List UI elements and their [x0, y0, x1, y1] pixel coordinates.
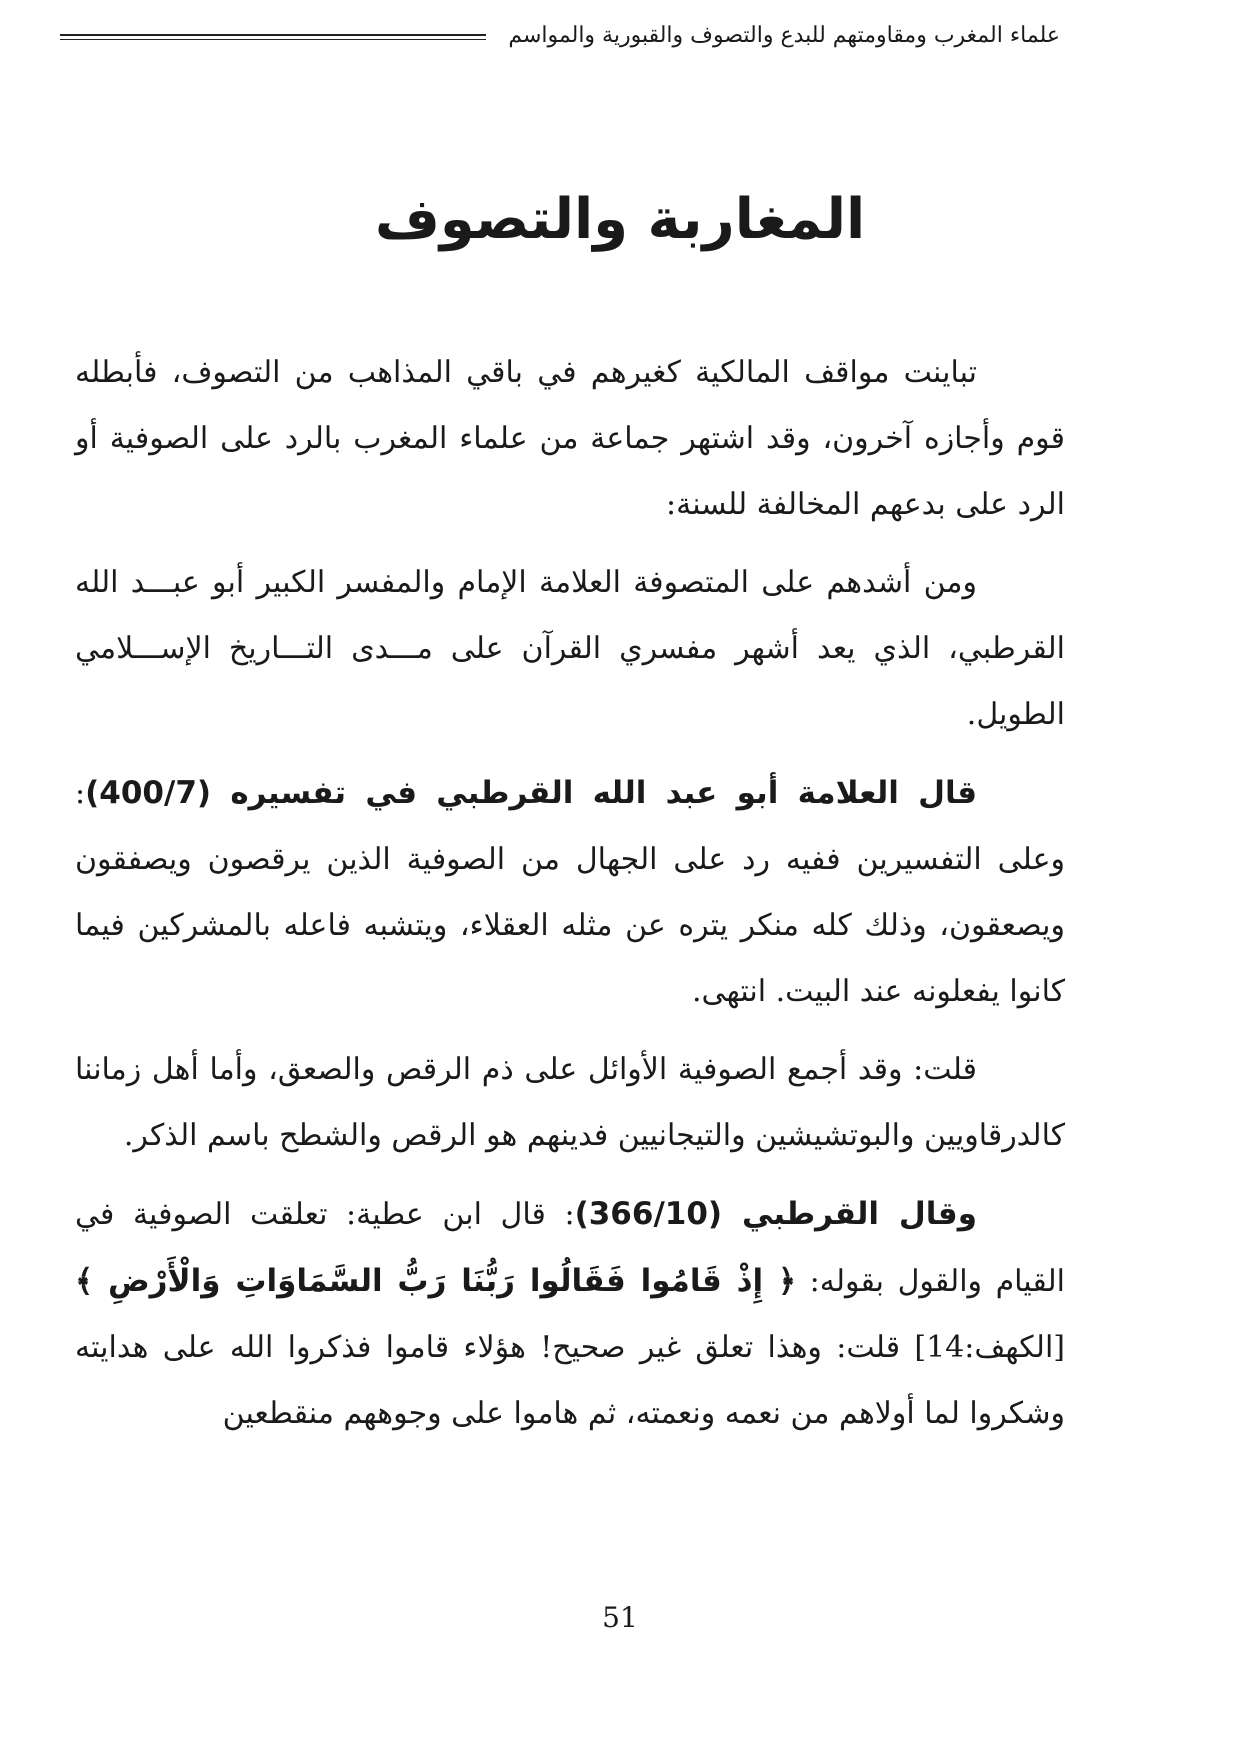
running-header-text: علماء المغرب ومقاومتهم للبدع والتصوف والقبورية والمواسم	[508, 23, 1060, 48]
paragraph-3	[75, 760, 1065, 1025]
paragraph-1: تباينت مواقف المالكية كغيرهم في باقي المذاهب من التصوف، فأبطله قوم وأجازه آخرون، وقد اشتهر جماعة من علماء المغرب بالرد على الصوفية أو الرد على بدعهم المخالفة للسنة:	[75, 355, 1065, 522]
page-number: 51	[602, 1601, 638, 1634]
chapter-title: المغاربة والتصوف	[374, 187, 866, 252]
paragraph-4: قلت: وقد أجمع الصوفية الأوائل على ذم الرقص والصعق، وأما أهل زماننا كالدرقاويين والبوتشيشين والتيجانيين فدينهم هو الرقص والشطح باسم الذكر.	[75, 1052, 1065, 1153]
paragraph-5	[75, 1181, 1065, 1447]
running-header	[60, 18, 1060, 58]
citation-heading: وقال القرطبي (366/10)	[574, 1196, 978, 1232]
header-rule	[60, 34, 486, 40]
citation-heading: قال العلامة أبو عبد الله القرطبي في تفسيره (400/7)	[85, 775, 977, 811]
paragraph-5-rest: [الكهف:14] قلت: وهذا تعلق غير صحيح! هؤلاء قاموا فذكروا الله على هدايته وشكروا لما أولاهم من نعمه ونعمته، ثم هاموا على وجوههم منقطعين	[75, 1330, 1065, 1431]
paragraph-3-text: : وعلى التفسيرين ففيه رد على الجهال من الصوفية الذين يرقصون ويصفقون ويصعقون، وذلك كله منكر يتره عن مثله العقلاء، ويتشبه فاعله بالمشركين فيما كانوا يفعلونه عند البيت. انتهى.	[75, 776, 1065, 1009]
quran-verse: ﴿ إِذْ قَامُوا فَقَالُوا رَبُّنَا رَبُّ السَّمَاوَاتِ وَالْأَرْضِ ﴾	[75, 1263, 797, 1299]
paragraph-5-text: : قال ابن عطية: تعلقت الصوفية في القيام والقول بقوله:	[75, 1197, 1065, 1299]
paragraph-2: ومن أشدهم على المتصوفة العلامة الإمام والمفسر الكبير أبو عبـــد الله القرطبي، الذي يعد أشهر مفسري القرآن على مـــدى التـــاريخ الإســـلامي الطويل.	[75, 565, 1065, 732]
body-text	[75, 340, 1065, 1459]
